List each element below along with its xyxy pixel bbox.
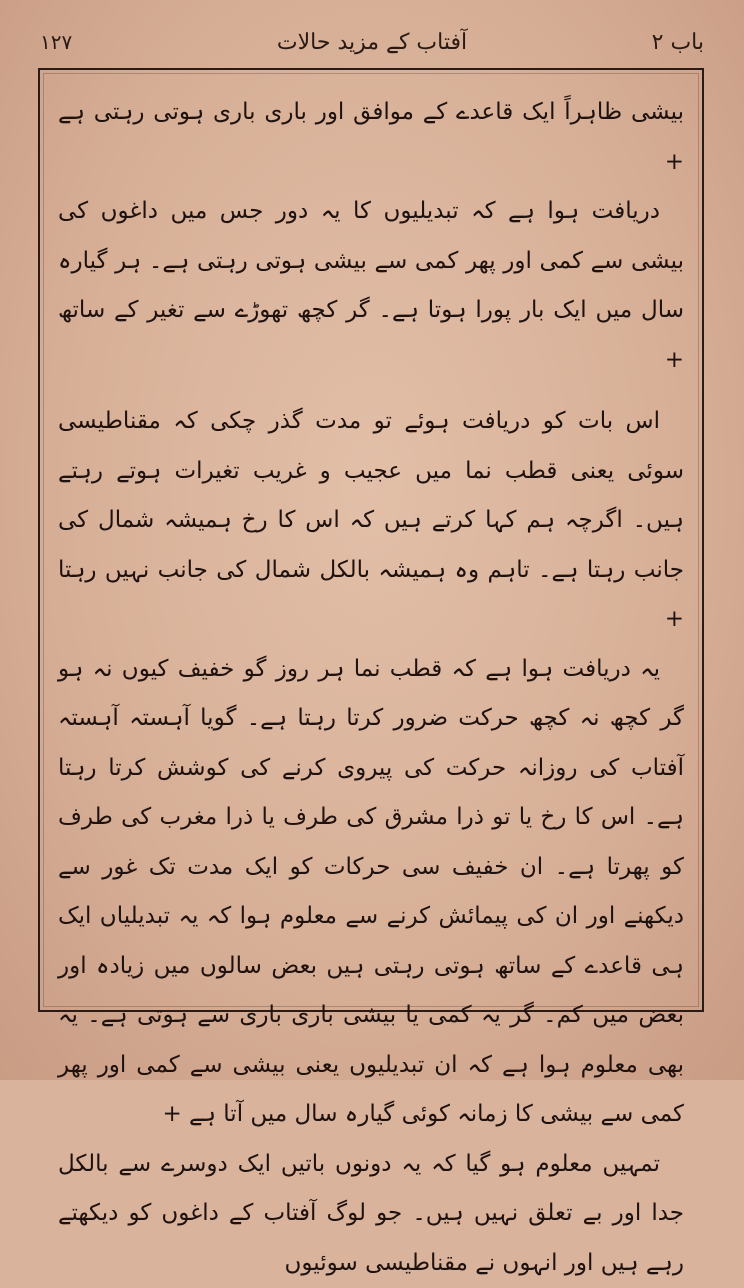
page-header bbox=[40, 28, 704, 64]
running-title: آفتاب کے مزید حالات bbox=[40, 30, 704, 55]
paragraph-2: دریافت ہوا ہے کہ تبدیلیوں کا یہ دور جس میں داغوں کی بیشی سے کمی اور پھر کمی سے بیشی ہوتی رہتی ہے۔ ہر گیارہ سال میں ایک بار پورا ہوتا ہے۔ گر کچھ تھوڑے سے تغیر کے ساتھ + bbox=[58, 187, 684, 385]
paragraph-4: یہ دریافت ہوا ہے کہ قطب نما ہر روز گو خفیف کیوں نہ ہو گر کچھ نہ کچھ حرکت ضرور کرتا رہتا ہے۔ گویا آہستہ آہستہ آفتاب کی روزانہ حرکت کی پیروی کرنے کی کوشش کرتا رہتا ہے۔ اس کا رخ یا تو ذرا مشرق کی طرف یا ذرا مغرب کی طرف کو پھرتا ہے۔ ان خفیف سی حرکات کو ایک مدت تک غور سے دیکھنے اور ان کی پیمائش کرنے سے معلوم ہوا کہ یہ تبدیلیاں ایک ہی قاعدے کے ساتھ ہوتی رہتی ہیں بعض سالوں میں زیادہ اور بعض میں کم۔ گر یہ کمی یا بیشی باری باری سے ہوتی ہے۔ یہ بھی معلوم ہوا ہے کہ ان تبدیلیوں یعنی بیشی سے کمی اور پھر کمی سے بیشی کا زمانہ کوئی گیارہ سال میں آتا ہے + bbox=[58, 645, 684, 1140]
chapter-label: باب ۲ bbox=[652, 30, 704, 55]
body-text bbox=[58, 88, 684, 1000]
paragraph-1: بیشی ظاہراً ایک قاعدے کے موافق اور باری باری ہوتی رہتی ہے + bbox=[58, 88, 684, 187]
page-number: ۱۲۷ bbox=[40, 30, 72, 54]
text-frame bbox=[38, 68, 704, 1012]
paragraph-3: اس بات کو دریافت ہوئے تو مدت گذر چکی کہ مقناطیسی سوئی یعنی قطب نما میں عجیب و غریب تغیرات ہوتے رہتے ہیں۔ اگرچہ ہم کہا کرتے ہیں کہ اس کا رخ ہمیشہ شمال کی جانب رہتا ہے۔ تاہم وہ ہمیشہ بالکل شمال کی جانب نہیں رہتا + bbox=[58, 397, 684, 645]
paragraph-5: تمہیں معلوم ہو گیا کہ یہ دونوں باتیں ایک دوسرے سے بالکل جدا اور بے تعلق نہیں ہیں۔ جو لوگ آفتاب کے داغوں کو دیکھتے رہے ہیں اور انہوں نے مقناطیسی سوئیوں bbox=[58, 1140, 684, 1288]
